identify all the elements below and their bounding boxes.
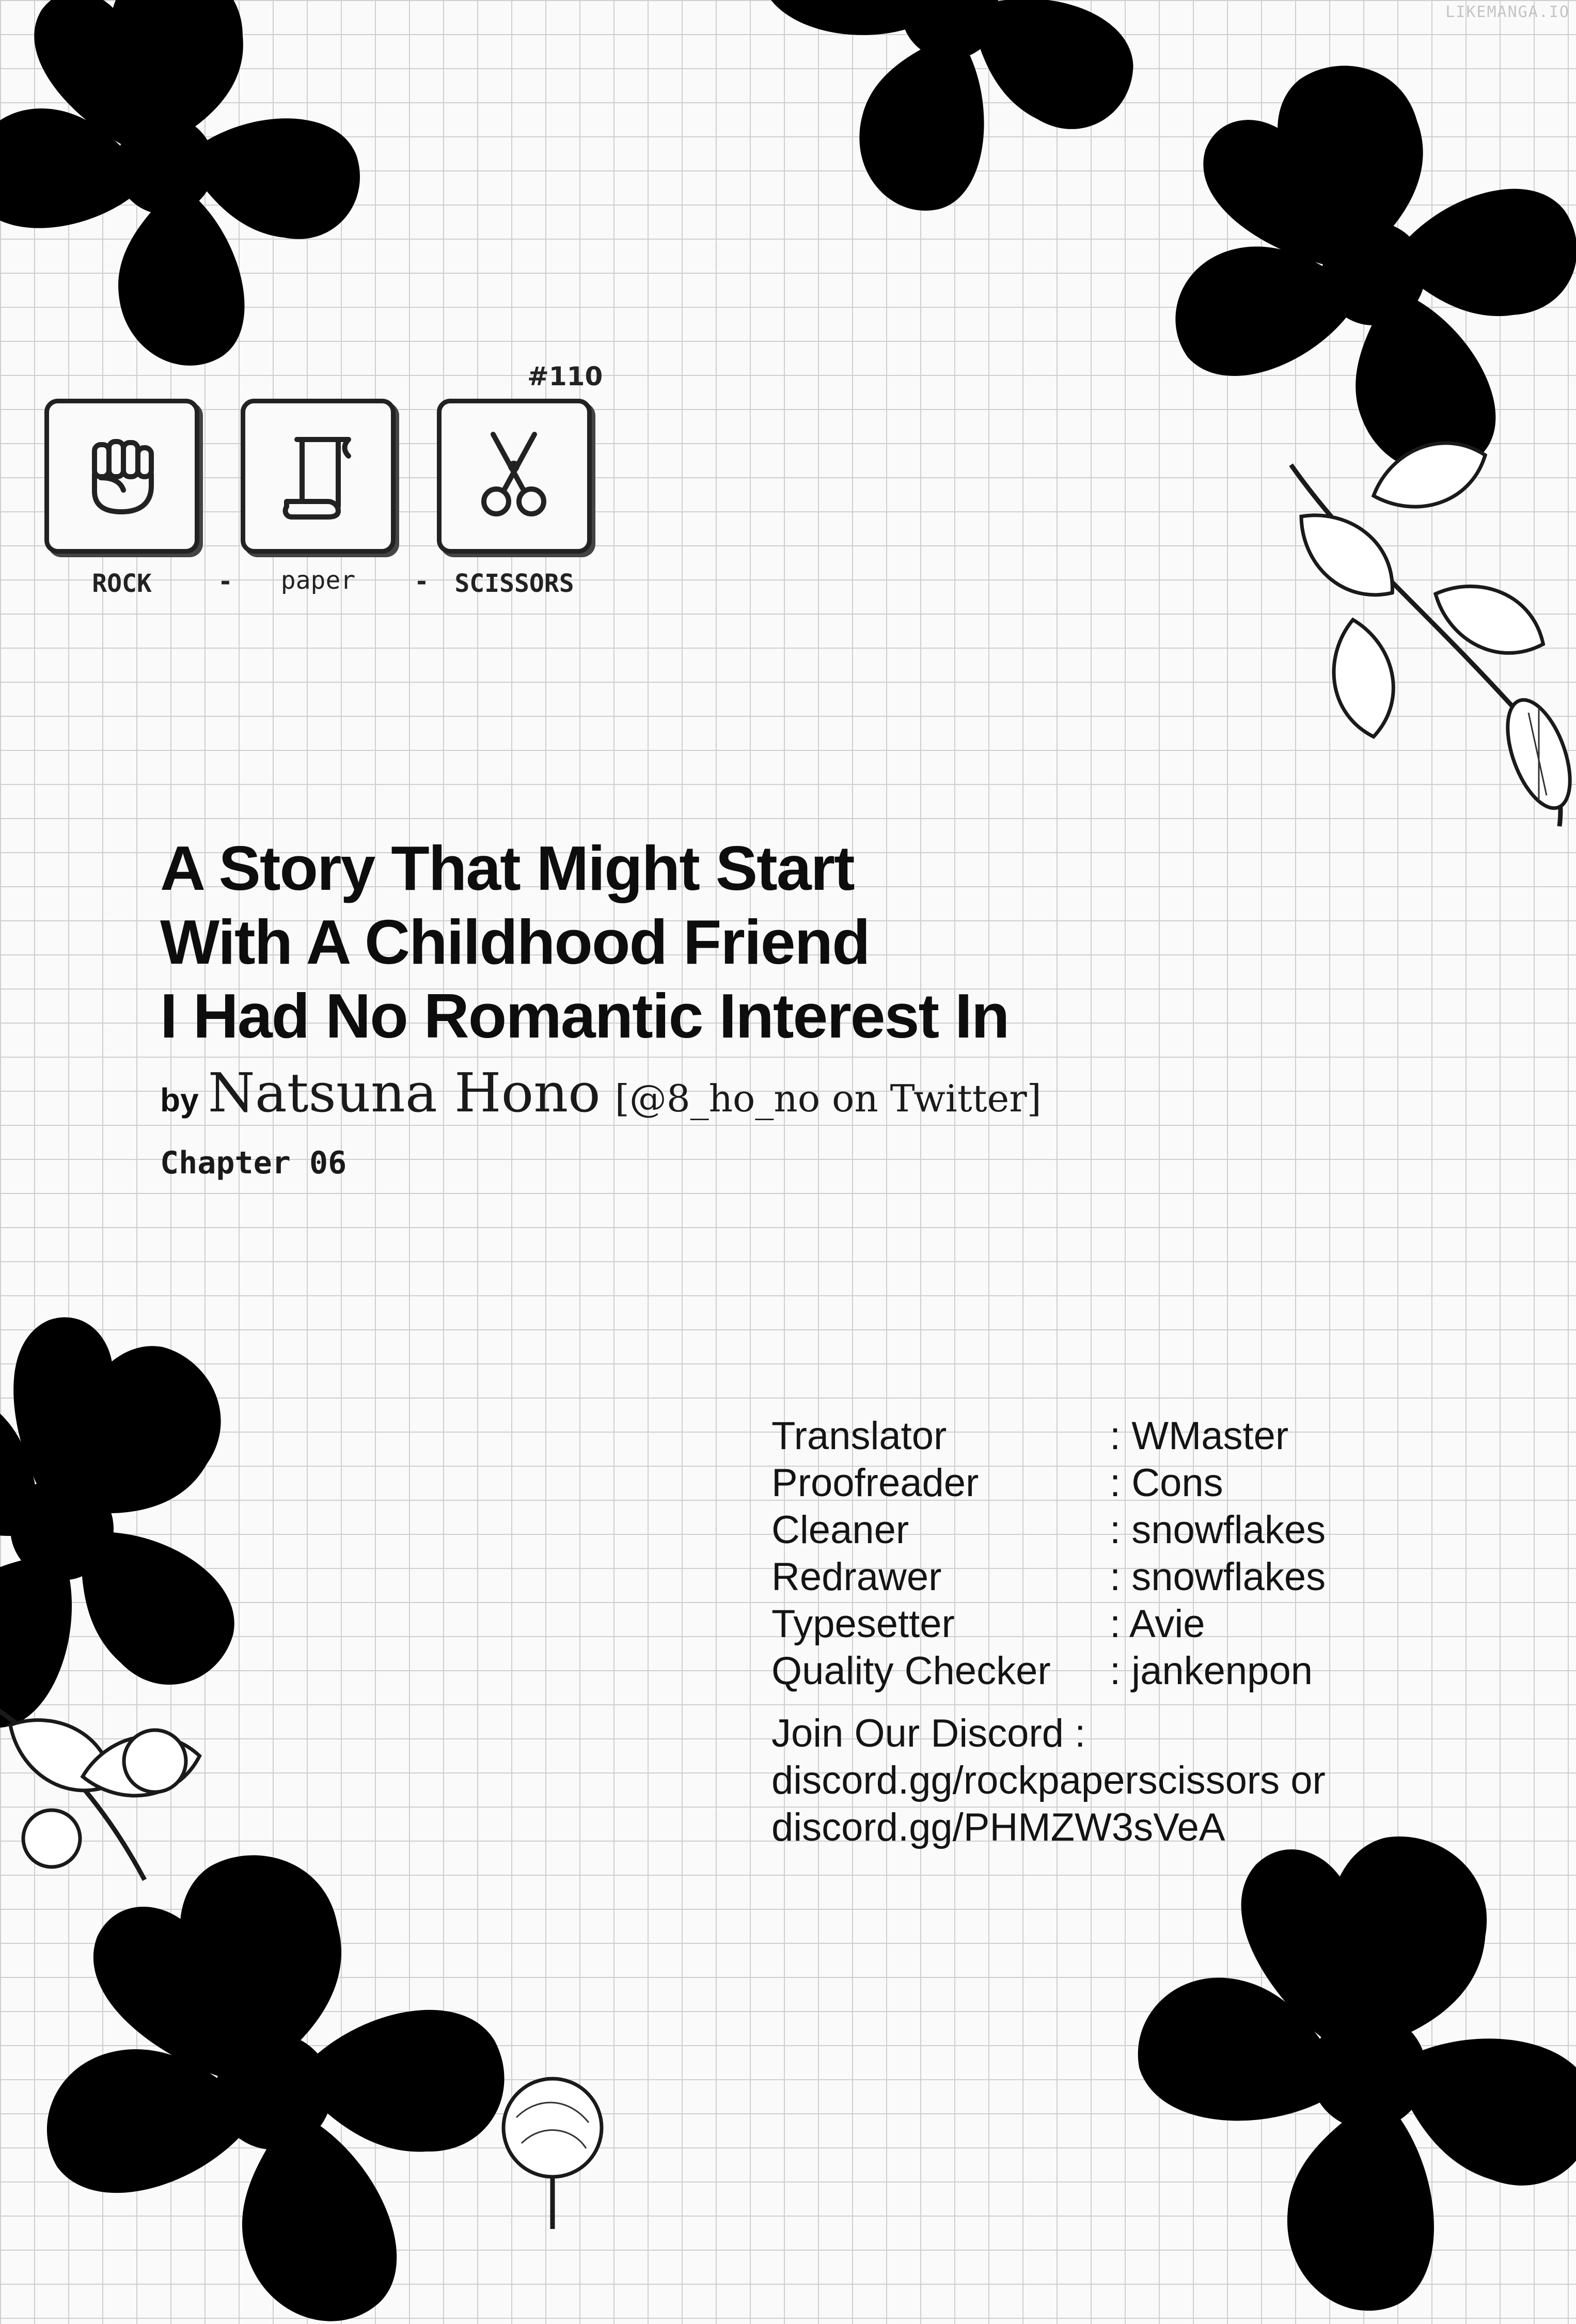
- flower-illustration-bottom-left-upper: [0, 1322, 269, 1735]
- flower-illustration-bottom-left: [41, 1859, 506, 2324]
- credit-name: : jankenpon: [1110, 1649, 1313, 1693]
- credit-row: [771, 1459, 1546, 1506]
- flower-illustration-top-left: [0, 0, 361, 362]
- flower-illustration-top-right: [1167, 67, 1576, 480]
- scissors-label: SCISSORS: [454, 569, 574, 598]
- title-line-3: I Had No Romantic Interest In: [160, 981, 1009, 1051]
- discord-link[interactable]: discord.gg/rockpaperscissors or: [771, 1758, 1326, 1802]
- credit-role: Proofreader: [771, 1461, 979, 1505]
- credit-row: [771, 1412, 1546, 1459]
- author-line: [160, 1061, 1193, 1124]
- credit-name: : snowflakes: [1110, 1555, 1326, 1599]
- leaf-branch-right: [1250, 423, 1576, 837]
- paper-label: paper: [280, 566, 356, 595]
- title-block: [160, 831, 1193, 1181]
- author-handle: [@8_ho_no on Twitter]: [614, 1077, 1042, 1120]
- discord-heading: Join Our Discord :: [771, 1711, 1086, 1755]
- credit-name: : WMaster: [1110, 1414, 1289, 1458]
- flower-illustration-top-center: [754, 0, 1146, 207]
- credit-name: : Avie: [1110, 1602, 1205, 1646]
- discord-link[interactable]: discord.gg/PHMZW3sVeA: [771, 1805, 1225, 1849]
- fist-icon: [70, 424, 173, 527]
- credit-name: : Cons: [1110, 1461, 1223, 1505]
- site-watermark: LIKEMANGA.IO: [1445, 3, 1570, 21]
- rock-box: [44, 399, 199, 554]
- credit-role: Quality Checker: [771, 1649, 1051, 1693]
- credit-name: : snowflakes: [1110, 1508, 1326, 1552]
- logo-separator: -: [414, 567, 429, 596]
- group-logo: [44, 362, 607, 604]
- title-line-2: With A Childhood Friend: [160, 907, 870, 977]
- flower-illustration-bottom-right: [1136, 1839, 1576, 2303]
- rock-label: ROCK: [92, 569, 152, 598]
- credit-row: [771, 1553, 1546, 1600]
- chapter-label: Chapter 06: [160, 1145, 347, 1181]
- author-by: by: [160, 1081, 199, 1119]
- logo-number: #110: [527, 362, 603, 391]
- bud-illustration-bottom-center: [475, 2055, 630, 2229]
- credit-row: [771, 1506, 1546, 1553]
- scissors-icon: [462, 424, 565, 527]
- credit-row: [771, 1600, 1546, 1647]
- credits-block: [771, 1412, 1546, 1851]
- title-line-1: A Story That Might Start: [160, 833, 854, 903]
- scissors-box: [437, 399, 592, 554]
- credit-role: Translator: [771, 1414, 947, 1458]
- credit-role: Typesetter: [771, 1602, 955, 1646]
- scroll-icon: [266, 424, 369, 527]
- paper-box: [241, 399, 396, 554]
- discord-block: [771, 1710, 1546, 1851]
- credit-role: Cleaner: [771, 1508, 909, 1552]
- credit-role: Redrawer: [771, 1555, 942, 1599]
- logo-separator: -: [218, 567, 233, 596]
- author-name: Natsuna Hono: [208, 1061, 601, 1124]
- credit-row: [771, 1647, 1546, 1694]
